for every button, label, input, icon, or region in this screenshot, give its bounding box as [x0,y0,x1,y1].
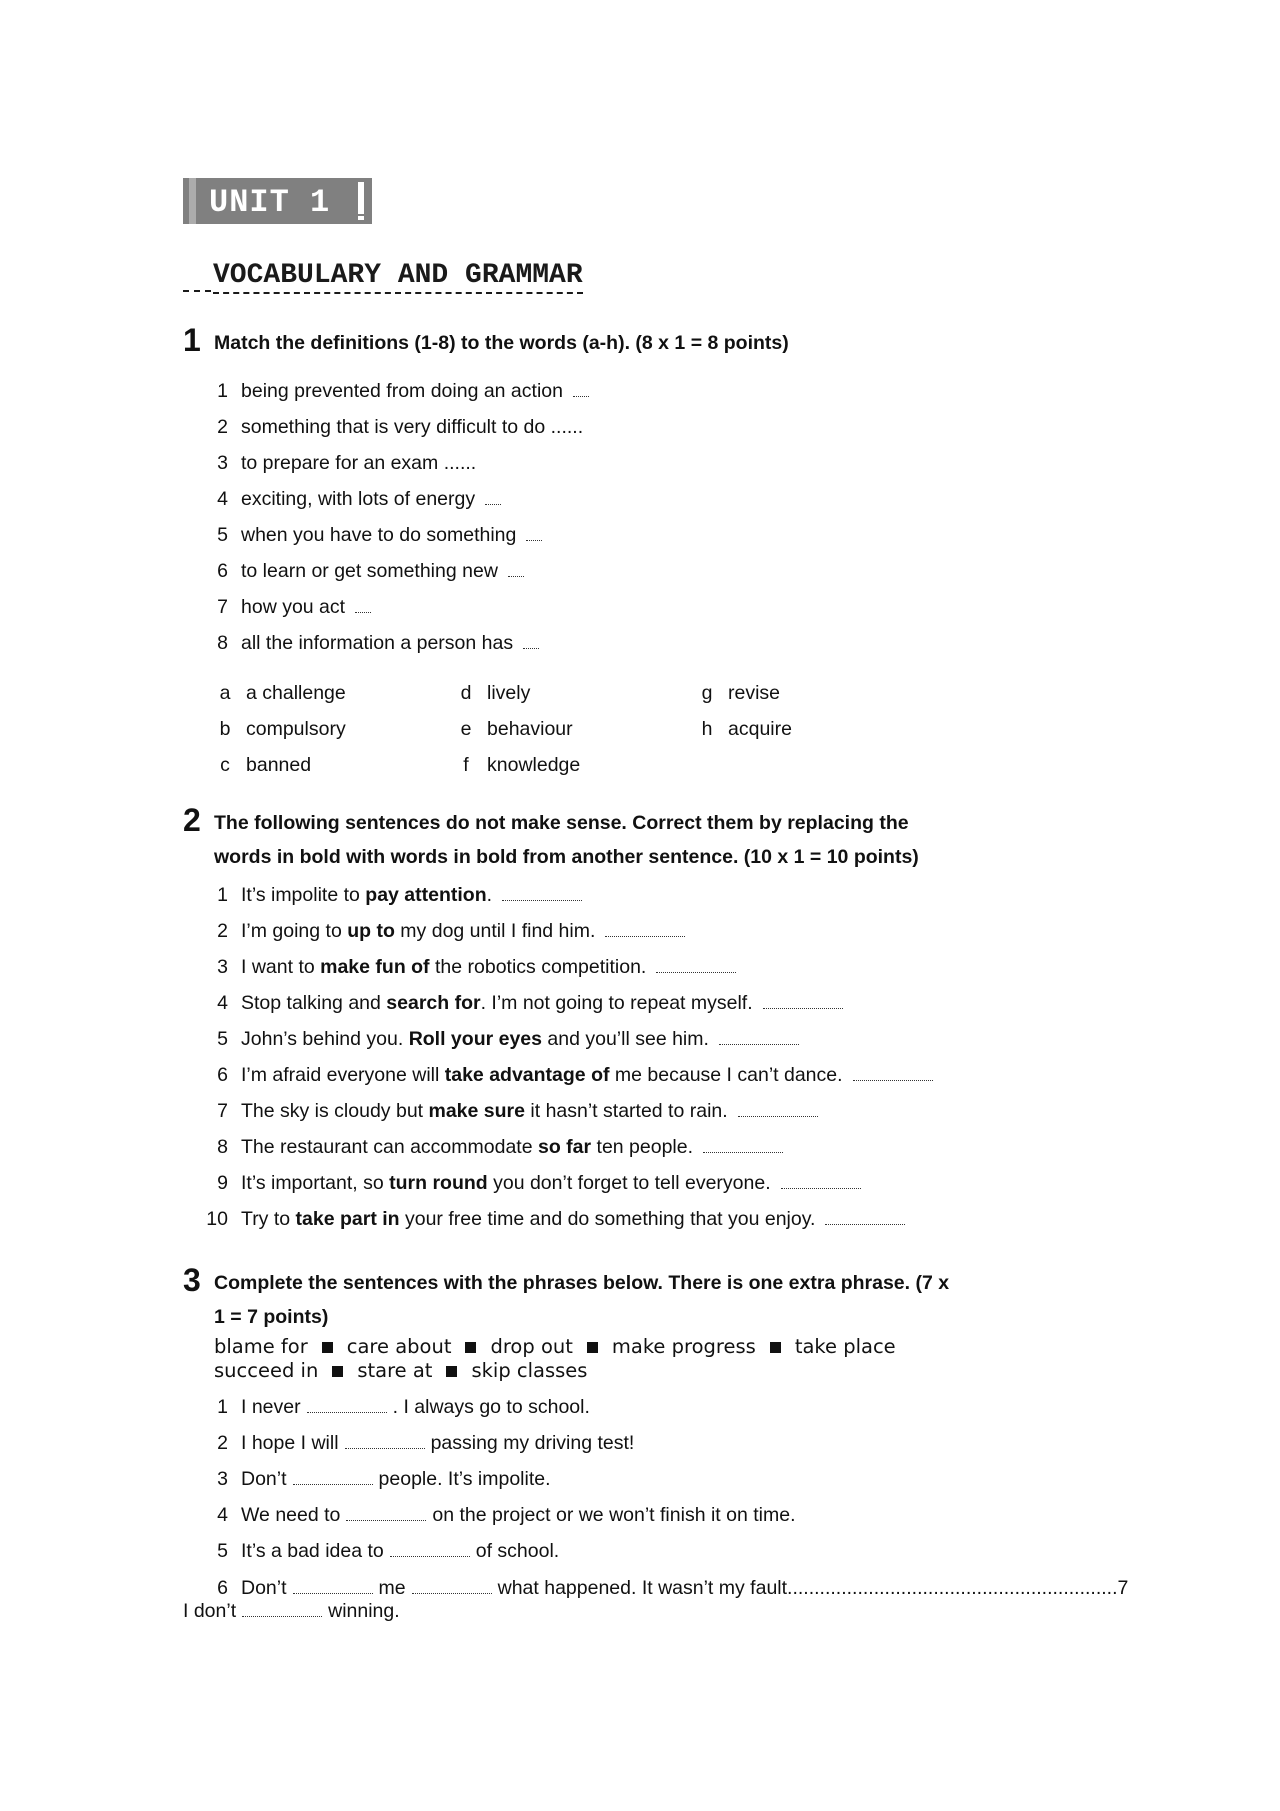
answer-blank[interactable]: ...... [443,452,477,474]
phrase-row [214,1359,974,1383]
answer-blank[interactable] [293,1592,373,1594]
answer-blank[interactable] [355,611,371,613]
definition-item: 6 to learn or get something new [206,560,524,583]
answer-blank[interactable] [853,1079,933,1081]
answer-blank[interactable] [307,1411,387,1413]
phrase: drop out [490,1335,573,1358]
sentence-item: 10 Try to take part in your free time and do something that you enjoy. [206,1208,905,1231]
definition-item: 1 being prevented from doing an action [206,380,589,403]
sentence-item: 6 I’m afraid everyone will take advantage of me because I can’t dance. [206,1064,933,1087]
gap-fill-item: I don’t winning. [183,1600,400,1622]
gap-fill-item: 1 I never . I always go to school. [217,1396,590,1418]
definition-item: 2 something that is very difficult to do ...... [217,416,584,438]
definition-item: 5 when you have to do something [206,524,542,547]
definition-item: 4 exciting, with lots of energy [206,488,501,511]
heading-dash [183,270,211,292]
sentence-item: 4 Stop talking and search for. I’m not going to repeat myself. [206,992,843,1015]
phrase: skip classes [471,1359,588,1382]
answer-blank[interactable] [523,647,539,649]
phrase: make progress [611,1335,756,1358]
exercise-instruction: Match the definitions (1-8) to the words (a-h). (8 x 1 = 8 points) [214,332,789,354]
sentence-item: 8 The restaurant can accommodate so far ten people. [206,1136,783,1159]
banner-decoration [189,178,196,224]
answer-blank[interactable] [485,503,501,505]
answer-blank[interactable] [781,1187,861,1189]
phrase-row [214,1335,974,1359]
phrase-box [214,1335,974,1383]
banner-decoration [358,182,364,214]
definition-item: 7 how you act [206,596,371,619]
answer-blank[interactable] [502,899,582,901]
answer-blank[interactable] [242,1615,322,1617]
answer-blank[interactable] [656,971,736,973]
gap-fill-item: 2 I hope I will passing my driving test! [217,1432,635,1454]
square-bullet-icon [465,1342,476,1353]
answer-blank[interactable] [605,935,685,937]
sentence-item: 1 It’s impolite to pay attention. [206,884,582,907]
answer-blank[interactable] [703,1151,783,1153]
sentence-item: 2 I’m going to up to my dog until I find him. [206,920,685,943]
word-option: d lively [460,682,531,704]
answer-blank[interactable] [346,1519,426,1521]
section-heading [183,260,583,292]
gap-fill-item: 3 Don’t people. It’s impolite. [217,1468,551,1490]
word-option: b compulsory [219,718,346,740]
answer-blank[interactable] [508,575,524,577]
definition-item: 3 to prepare for an exam ...... [217,452,477,474]
exercise-instruction: The following sentences do not make sense. Correct them by replacing the words in bold with words in bold from another sentence. (10 x 1 = 10 points) [214,812,919,868]
square-bullet-icon [322,1342,333,1353]
word-option: f knowledge [463,754,581,776]
word-option: a a challenge [219,682,346,704]
gap-fill-item: 4 We need to on the project or we won’t finish it on time. [217,1504,796,1526]
sentence-item: 5 John’s behind you. Roll your eyes and you’ll see him. [206,1028,799,1051]
unit-label: UNIT 1 [209,184,331,221]
phrase: blame for [214,1335,308,1358]
answer-blank[interactable] [719,1043,799,1045]
phrase: take place [794,1335,896,1358]
phrase: succeed in [214,1359,319,1382]
sentence-item: 3 I want to make fun of the robotics competition. [206,956,736,979]
answer-blank[interactable] [526,539,542,541]
sentence-item: 7 The sky is cloudy but make sure it hasn’t started to rain. [206,1100,818,1123]
answer-blank[interactable] [825,1223,905,1225]
answer-blank[interactable] [738,1115,818,1117]
square-bullet-icon [770,1342,781,1353]
answer-blank[interactable] [573,395,589,397]
answer-blank[interactable] [763,1007,843,1009]
answer-blank[interactable] [390,1555,470,1557]
answer-blank[interactable] [412,1592,492,1594]
answer-blank[interactable] [345,1447,425,1449]
square-bullet-icon [332,1366,343,1377]
square-bullet-icon [446,1366,457,1377]
definition-item: 8 all the information a person has [206,632,539,655]
phrase: stare at [357,1359,433,1382]
word-option: e behaviour [460,718,573,740]
sentence-item: 9 It’s important, so turn round you don’t forget to tell everyone. [206,1172,861,1195]
gap-fill-item: 6 Don’t me what happened. It wasn’t my fault.............................................................7 [217,1577,1129,1599]
answer-blank[interactable]: ...... [550,416,584,438]
banner-decoration [358,216,364,220]
exercise-number: 3 [183,1262,201,1298]
section-title: VOCABULARY AND GRAMMAR [213,260,583,294]
exercise-instruction: Complete the sentences with the phrases below. There is one extra phrase. (7 x 1 = 7 points) [214,1272,950,1328]
word-option: g revise [701,682,781,704]
phrase: care about [346,1335,452,1358]
word-option: c banned [220,754,312,776]
word-option: h acquire [701,718,792,740]
exercise-number: 1 [183,322,201,358]
square-bullet-icon [587,1342,598,1353]
unit-banner [183,178,372,224]
gap-fill-item: 5 It’s a bad idea to of school. [217,1540,560,1562]
answer-blank[interactable] [293,1483,373,1485]
exercise-number: 2 [183,802,201,838]
